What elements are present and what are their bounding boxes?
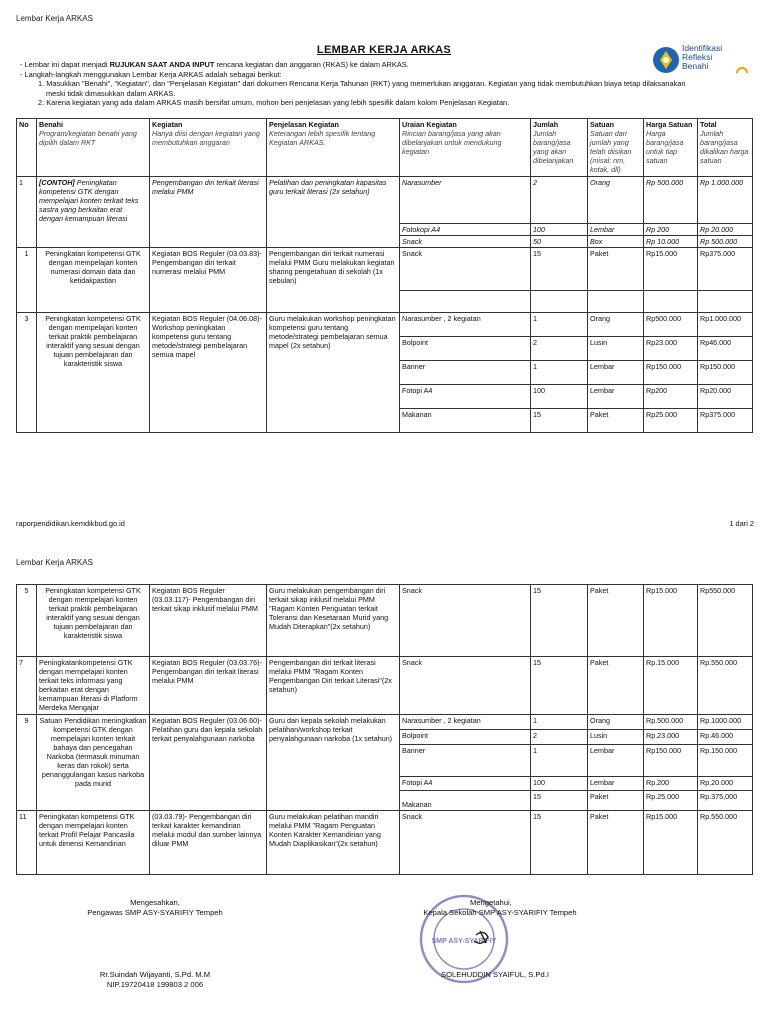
item-uraian: Snack — [400, 657, 531, 715]
item-total: Rp.1000.000 — [698, 715, 753, 730]
item-satuan: Lusin — [588, 730, 644, 745]
item-jumlah: 100 — [531, 777, 588, 791]
row-benahi: [CONTOH] Peningkatan kompetensi GTK dengan mempelajari konten terkait teks sastra yang berkaitan erat dengan kemampuan literasi — [37, 177, 150, 248]
item-harga: Rp15.000 — [644, 811, 698, 875]
item-satuan: Lembar — [588, 224, 644, 236]
signature-left — [60, 898, 250, 918]
col-jumlah: Jumlah Jumlah barang/jasa yang akan dibelanjakan — [531, 119, 588, 177]
table-row — [17, 585, 753, 657]
item-satuan: Orang — [588, 313, 644, 337]
row-kegiatan: Kegiatan BOS Reguler (03.03.83)-Pengembangan diri terkait numerasi melalui PMM — [150, 248, 267, 313]
row-penjelasan: Guru melakukan pelatihan mandiri melalui PMM "Ragam Penguatan Konten Karakter Kemandirian yang Mudah Diaplikasikan"(2x setahun) — [267, 811, 400, 875]
item-uraian: Narasumber , 2 kegiatan — [400, 313, 531, 337]
item-harga: Rp.500.000 — [644, 715, 698, 730]
row-kegiatan: Kegiatan BOS Reguler (03.06.60)- Pelatihan guru dan kepala sekolah terkait penyalahgunaan narkoba — [150, 715, 267, 811]
item-uraian: Narasumber , 2 kegiatan — [400, 715, 531, 730]
sign-left-name: Rr.Suindah Wijayanti, S.Pd. M.M — [99, 970, 211, 979]
item-total: Rp1.000.000 — [698, 313, 753, 337]
stamp-text: SMP ASY-SYARIFIY — [431, 938, 497, 945]
sign-right-line2: Kepala Sekolah SMP ASY-SYARIFIY Tempeh — [423, 908, 577, 917]
page-header: Lembar Kerja ARKAS — [16, 558, 93, 567]
row-kegiatan: (03.03.79)- Pengembangan diri terkait karakter kemandirian melalui modul dan sumber lainnya diluar PMM — [150, 811, 267, 875]
item-harga: Rp150.000 — [644, 745, 698, 777]
item-satuan: Paket — [588, 248, 644, 291]
col-kegiatan: Kegiatan Hanya diisi dengan kegiatan yang membutuhkan anggaran — [150, 119, 267, 177]
item-harga: Rp.15.000 — [644, 657, 698, 715]
item-total: Rp550.000 — [698, 585, 753, 657]
item-satuan: Paket — [588, 585, 644, 657]
item-harga: Rp15.000 — [644, 248, 698, 291]
item-jumlah: 2 — [531, 730, 588, 745]
item-uraian: Banner — [400, 745, 531, 777]
row-no: 1 — [17, 248, 37, 313]
item-jumlah: 15 — [531, 657, 588, 715]
page-number: 1 dari 2 — [729, 519, 754, 528]
row-benahi: Peningkatan kompetensi GTK dengan mempelajari konten numerasi domain data dan ketidakpastian — [37, 248, 150, 313]
item-total: Rp.150.000 — [698, 745, 753, 777]
item-satuan: Orang — [588, 715, 644, 730]
row-no: 1 — [17, 177, 37, 248]
item-jumlah: 2 — [531, 177, 588, 224]
row-kegiatan: Kegiatan BOS Reguler (03.03.76)- Pengembangan diri terkait literasi melalui PMM — [150, 657, 267, 715]
item-jumlah: 1 — [531, 745, 588, 777]
item-satuan: Lembar — [588, 361, 644, 385]
col-no: No — [17, 119, 37, 177]
item-harga: Rp.23.000 — [644, 730, 698, 745]
item-harga: Rp 10.000 — [644, 236, 698, 248]
item-satuan: Box — [588, 236, 644, 248]
item-satuan: Paket — [588, 791, 644, 811]
row-kegiatan: Pengembangan diri terkait literasi melalui PMM — [150, 177, 267, 248]
table-row — [17, 811, 753, 875]
empty-cell — [644, 291, 698, 313]
item-jumlah: 15 — [531, 585, 588, 657]
item-jumlah: 15 — [531, 791, 588, 811]
item-uraian: Bolpoint — [400, 730, 531, 745]
item-harga: Rp25.000 — [644, 409, 698, 433]
item-total: Rp375.000 — [698, 248, 753, 291]
row-penjelasan: Guru melakukan workshop peningkatan kompetensi guru tentang metode/strategi pembelajaran semua mapel (2x setahun) — [267, 313, 400, 433]
item-total: Rp 20.000 — [698, 224, 753, 236]
instruction-line: 2. Karena kegiatan yang ada dalam ARKAS masih bersifat umum, mohon beri penjelasan yang lebih spesifik dalam kolom Penjelasan Kegiatan. — [38, 98, 510, 108]
logo-line1: Identifikasi — [682, 43, 723, 53]
row-no: 3 — [17, 313, 37, 433]
footer-url: raporpendidikan.kemdikbud.go.id — [16, 519, 125, 528]
instructions — [20, 60, 740, 108]
page-title: LEMBAR KERJA ARKAS — [316, 44, 452, 56]
row-penjelasan: Guru melakukan pengembangan diri terkait sikap inklusif melalui PMM "Ragam Konten Penguatan terkait Toleransi dan Kesetaraan Murid yang Mudah Diterapkan"(2x setahun) — [267, 585, 400, 657]
instruction-line: - Lembar ini dapat menjadi RUJUKAN SAAT ANDA INPUT rencana kegiatan dan anggaran (RKAS) ke dalam ARKAS. — [20, 60, 409, 69]
table-row — [17, 657, 753, 715]
row-no: 5 — [17, 585, 37, 657]
item-uraian: Fotokopi A4 — [400, 224, 531, 236]
item-satuan: Lusin — [588, 337, 644, 361]
item-uraian: Narasumber — [400, 177, 531, 224]
item-satuan: Paket — [588, 811, 644, 875]
item-harga: Rp200 — [644, 385, 698, 409]
sign-right-line1: Mengetahui, — [470, 898, 512, 907]
row-penjelasan: Pelatihan dan peningkatan kapasitas guru terkait literasi (2x setahun) — [267, 177, 400, 248]
item-jumlah: 100 — [531, 385, 588, 409]
table-row — [17, 715, 753, 730]
signature-left-name — [60, 970, 250, 990]
row-kegiatan: Kegiatan BOS Reguler (03.03.117)- Pengembangan diri terkait sikap inklusif melalui PMM — [150, 585, 267, 657]
item-uraian: Snack — [400, 248, 531, 291]
instruction-line: meski tidak dimasukkan dalam ARKAS. — [46, 88, 176, 98]
item-uraian: Makanan — [400, 409, 531, 433]
item-jumlah: 100 — [531, 224, 588, 236]
col-benahi: Benahi Program/kegiatan benahi yang dipilih dalam RKT — [37, 119, 150, 177]
col-uraian: Uraian Kegiatan Rincian barang/jasa yang akan dibelanjakan untuk mendukung kegiatan — [400, 119, 531, 177]
row-benahi: Satuan Pendidikan meningkatkan kompetensi GTK dengan mempelajari konten terkait bahaya dan pencegahan Narkoba (termasuk minuman keras dan rokok) serta penanggulangan kasus narkoba pada murid — [37, 715, 150, 811]
page-header: Lembar Kerja ARKAS — [16, 14, 93, 23]
item-satuan: Lembar — [588, 385, 644, 409]
empty-cell — [588, 291, 644, 313]
item-harga: Rp500.000 — [644, 313, 698, 337]
instruction-line: - Langkah-langkah menggunakan Lembar Kerja ARKAS adalah sebagai berikut: — [20, 69, 282, 79]
row-penjelasan: Guru dan kepala sekolah melakukan pelatihan/workshop terkait penyalahgunaan narkoba (1x setahun) — [267, 715, 400, 811]
item-uraian: Snack — [400, 585, 531, 657]
row-kegiatan: Kegiatan BOS Reguler (04.06.08)- Workshop peningkatan kompetensi guru tentang metode/strategi pembelajaran semua mapel — [150, 313, 267, 433]
logo-line2: Refleksi — [682, 52, 713, 62]
sign-right-name: SOLEHUDDIN SYAIFUL, S.Pd.I — [441, 970, 549, 979]
item-harga: Rp.200 — [644, 777, 698, 791]
col-satuan: Satuan Satuan dari jumlah yang telah diisikan (misal: nm, kotak, dll) — [588, 119, 644, 177]
row-benahi: Peningkatan kompetensi GTK dengan mempelajari konten terkait praktik pembelajaran interaktif yang sesuai dengan tujuan pembelajaran dan karakteristik siswa — [37, 313, 150, 433]
col-total: Total Jumlah barang/jasa dikalikan harga satuan — [698, 119, 753, 177]
table-row — [17, 248, 753, 291]
row-benahi: Peningkatan kompetensi GTK dengan mempelajari konten terkait praktik pembelajaran interaktif yang sesuai dengan tujuan pembelajaran dan karakteristik siswa — [37, 585, 150, 657]
item-harga: Rp 200 — [644, 224, 698, 236]
item-uraian: Snack — [400, 811, 531, 875]
item-harga: Rp 500.000 — [644, 177, 698, 224]
arkas-table-page2 — [16, 584, 753, 875]
row-benahi: Peningkatan kompetensi GTK dengan mempelajari konten terkait Profil Pelajar Pancasila untuk dimensi Kemandirian — [37, 811, 150, 875]
sign-left-line2: Pengawas SMP ASY-SYARIFIY Tempeh — [87, 908, 223, 917]
empty-cell — [400, 291, 531, 313]
item-jumlah: 50 — [531, 236, 588, 248]
row-penjelasan: Pengembangan diri terkait literasi melalui PMM "Ragam Konten Pengembangan Diri terkait Literasi"(2x setahun) — [267, 657, 400, 715]
row-no: 7 — [17, 657, 37, 715]
item-uraian: Bolpoint — [400, 337, 531, 361]
empty-cell — [698, 291, 753, 313]
sign-left-nip: NIP.19720418 199803 2 006 — [106, 980, 204, 989]
item-satuan: Lembar — [588, 745, 644, 777]
item-total: Rp46.000 — [698, 337, 753, 361]
item-jumlah: 2 — [531, 337, 588, 361]
item-uraian: Banner — [400, 361, 531, 385]
item-jumlah: 15 — [531, 811, 588, 875]
empty-cell — [531, 291, 588, 313]
item-uraian: Makanan — [400, 791, 531, 811]
col-harga: Harga Satuan Harga barang/jasa untuk tiap satuan — [644, 119, 698, 177]
item-jumlah: 15 — [531, 248, 588, 291]
item-total: Rp375.000 — [698, 409, 753, 433]
item-uraian: Fotopi A4 — [400, 777, 531, 791]
item-jumlah: 1 — [531, 313, 588, 337]
item-satuan: Paket — [588, 409, 644, 433]
table-row — [17, 177, 753, 224]
item-total: Rp 1.000.000 — [698, 177, 753, 224]
item-satuan: Orang — [588, 177, 644, 224]
item-total: Rp.550.000 — [698, 811, 753, 875]
sign-left-line1: Mengesahkan, — [130, 898, 180, 907]
row-penjelasan: Pengembangan diri terkait numerasi melalui PMM Guru melakukan kegiatan sharing pengetahuan di sekolah (1x sebulan) — [267, 248, 400, 313]
item-total: Rp.20.000 — [698, 777, 753, 791]
item-uraian: Fotopi A4 — [400, 385, 531, 409]
item-total: Rp 500.000 — [698, 236, 753, 248]
item-harga: Rp23.000 — [644, 337, 698, 361]
row-no: 11 — [17, 811, 37, 875]
row-no: 9 — [17, 715, 37, 811]
item-total: Rp.375,000 — [698, 791, 753, 811]
col-penjelasan: Penjelasan Kegiatan Keterangan lebih spesifik tentang Kegiatan ARKAS. — [267, 119, 400, 177]
item-total: Rp.46.000 — [698, 730, 753, 745]
logo-line3: Benahi — [682, 61, 709, 71]
item-harga: Rp15.000 — [644, 585, 698, 657]
item-jumlah: 1 — [531, 361, 588, 385]
row-benahi: Peningkatankompetensi GTK dengan mempelajari konten terkait teks informasi yang berkaitan erat dengan kemampuan literasi di Platform Merdeka Mengajar — [37, 657, 150, 715]
signature-right — [400, 898, 600, 918]
instruction-line: 1. Masukkan "Benahi", "Kegiatan", dan "Penjelasan Kegiatan" dari dokumen Rencana Kerja Tahunan (RKT) yang memerlukan anggaran. Kegiatan yang tidak membutuhkan biaya tetap dilaksanakan — [38, 79, 686, 89]
item-harga: Rp.25.000 — [644, 791, 698, 811]
item-total: Rp.550.000 — [698, 657, 753, 715]
header-row — [17, 119, 753, 177]
item-total: Rp20.000 — [698, 385, 753, 409]
table-row — [17, 313, 753, 337]
item-uraian: Snack — [400, 236, 531, 248]
item-satuan: Paket — [588, 657, 644, 715]
item-satuan: Lembar — [588, 777, 644, 791]
item-jumlah: 15 — [531, 409, 588, 433]
item-jumlah: 1 — [531, 715, 588, 730]
item-total: Rp150.000 — [698, 361, 753, 385]
arkas-table-page1 — [16, 118, 753, 433]
item-harga: Rp150.000 — [644, 361, 698, 385]
